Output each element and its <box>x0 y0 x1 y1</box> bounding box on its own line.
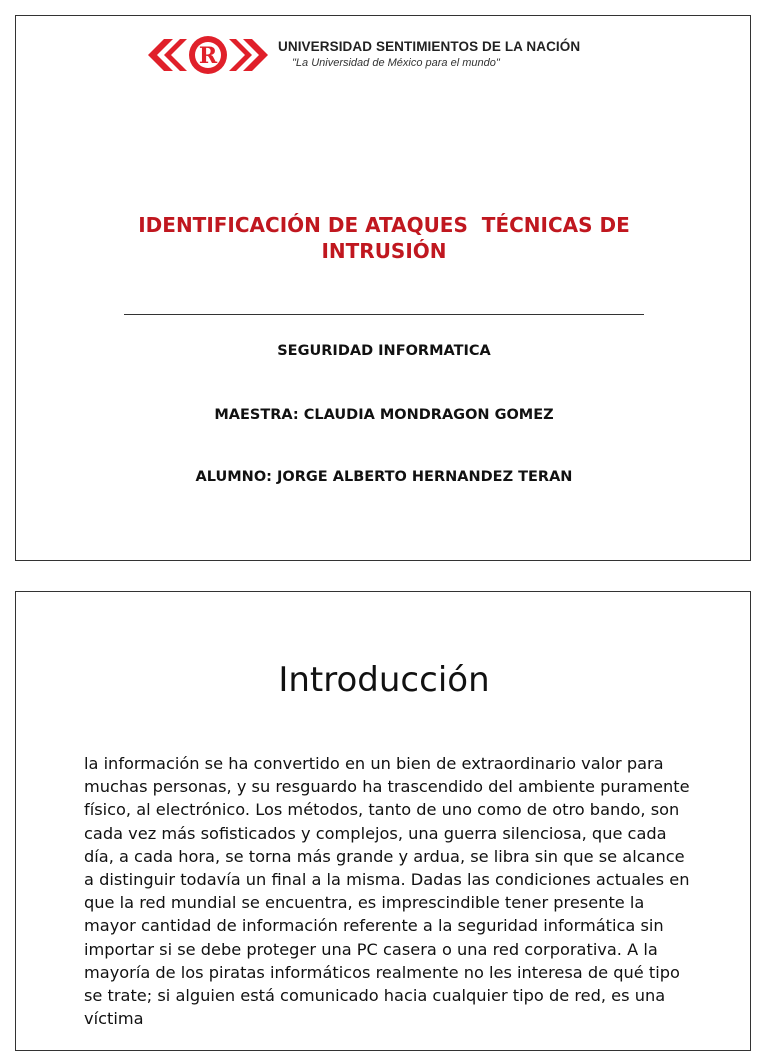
university-logo-icon <box>146 33 270 77</box>
title-divider <box>124 314 644 315</box>
introduction-slide <box>15 591 751 1051</box>
university-header <box>146 33 666 77</box>
university-slogan: "La Universidad de México para el mundo" <box>292 57 500 69</box>
title-line-1: IDENTIFICACIÓN DE ATAQUES TÉCNICAS DE <box>138 213 630 237</box>
introduction-heading: Introducción <box>278 660 490 700</box>
student-label: ALUMNO: JORGE ALBERTO HERNANDEZ TERAN <box>195 469 573 485</box>
title-line-2: INTRUSIÓN <box>321 239 447 263</box>
introduction-paragraph: la información se ha convertido en un bien de extraordinario valor para muchas personas, y su resguardo ha trascendido del ambiente puramente físico, al electrónico. Los métodos, tanto de uno como de otro bando, son cada vez más sofisticados y complejos, una guerra silenciosa, que cada día, a cada hora, se torna más grande y ardua, se libra sin que se alcance a distinguir todavía un final a la misma. Dadas las condiciones actuales en que la red mundial se encuentra, es imprescindible tener presente la mayor cantidad de información referente a la seguridad informática sin importar si se debe proteger una PC casera o una red corporativa. A la mayoría de los piratas informáticos realmente no les interesa de qué tipo se trate; si alguien está comunicado hacia cualquier tipo de red, es una víctima <box>84 754 690 1029</box>
title-slide <box>15 15 751 561</box>
university-name: UNIVERSIDAD SENTIMIENTOS DE LA NACIÓN <box>278 39 581 54</box>
svg-text:R: R <box>198 43 218 69</box>
teacher-label: MAESTRA: CLAUDIA MONDRAGON GOMEZ <box>214 407 554 423</box>
subject-label: SEGURIDAD INFORMATICA <box>277 343 491 359</box>
document-title <box>56 212 712 264</box>
